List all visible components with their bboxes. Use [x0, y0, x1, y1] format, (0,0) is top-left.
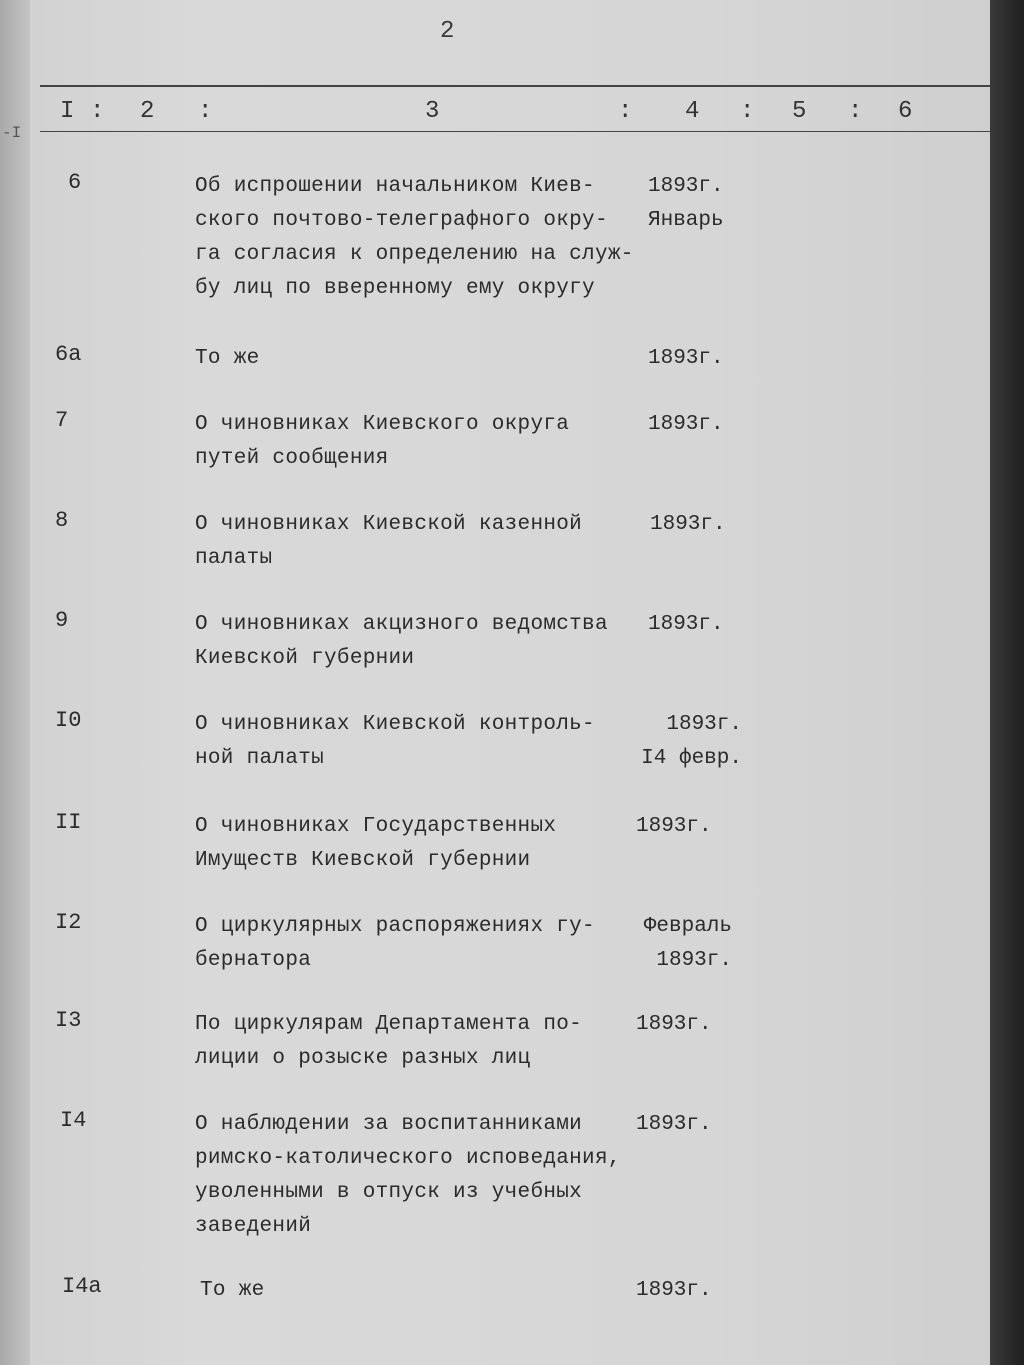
row-title: О чиновниках Государственных Имуществ Киевской губернии [195, 815, 557, 872]
row-title: О чиновниках Киевской контроль- ной палаты [195, 713, 595, 770]
header-col-4: 4 [685, 98, 700, 125]
row-number: 6а [55, 342, 82, 367]
row-title: То же [200, 1279, 265, 1302]
header-col-5: 5 [792, 98, 807, 125]
row-date: 1893г. [648, 613, 724, 636]
row-date: 1893г. I4 февр. [641, 713, 742, 770]
row-number: 8 [55, 508, 69, 533]
header-col-3: 3 [425, 98, 440, 125]
row-title: О чиновниках акцизного ведомства Киевской губернии [195, 613, 608, 670]
row-number: 6 [68, 170, 82, 195]
header-separator: : [848, 98, 863, 125]
row-title: О циркулярных распоряжениях гу- бернатора [195, 915, 595, 972]
row-date: 1893г. [636, 1013, 712, 1036]
row-date: 1893г. [636, 1279, 712, 1302]
row-number: II [55, 810, 82, 835]
row-number: I4а [62, 1274, 102, 1299]
header-separator: : [90, 98, 105, 125]
header-rule-bottom [40, 131, 990, 132]
row-title: По циркулярам Департамента по- лиции о розыске разных лиц [195, 1013, 583, 1070]
row-title: О чиновниках Киевского округа путей сообщения [195, 413, 570, 470]
row-number: I3 [55, 1008, 82, 1033]
row-number: I4 [60, 1108, 87, 1133]
header-rule-top [40, 85, 990, 87]
margin-mark: -I [2, 124, 22, 142]
binding-gutter [0, 0, 30, 1365]
header-separator: : [198, 98, 213, 125]
row-date: 1893г. [636, 1113, 712, 1136]
row-date: 1893г. [636, 815, 712, 838]
header-separator: : [740, 98, 755, 125]
row-date: 1893г. Январь [648, 175, 724, 232]
header-separator: : [618, 98, 633, 125]
row-number: 9 [55, 608, 69, 633]
header-col-2: 2 [140, 98, 155, 125]
page-number: 2 [440, 18, 455, 45]
row-date: 1893г. [650, 513, 726, 536]
row-title: О чиновниках Киевской казенной палаты [195, 513, 583, 570]
row-date: 1893г. [648, 347, 724, 370]
row-date: Февраль 1893г. [643, 915, 732, 972]
header-col-6: 6 [898, 98, 913, 125]
row-number: I0 [55, 708, 82, 733]
background-edge [990, 0, 1024, 1365]
row-title: О наблюдении за воспитанниками римско-католического исповедания, уволенными в отпуск из учебных заведений [195, 1113, 621, 1238]
header-col-1: I [60, 98, 75, 125]
row-title: То же [195, 347, 260, 370]
row-number: I2 [55, 910, 82, 935]
row-number: 7 [55, 408, 69, 433]
row-title: Об испрошении начальником Киев- ского почтово-телеграфного окру- га согласия к определению на служ- бу лиц по вверенному ему округу [195, 175, 634, 300]
row-date: 1893г. [648, 413, 724, 436]
